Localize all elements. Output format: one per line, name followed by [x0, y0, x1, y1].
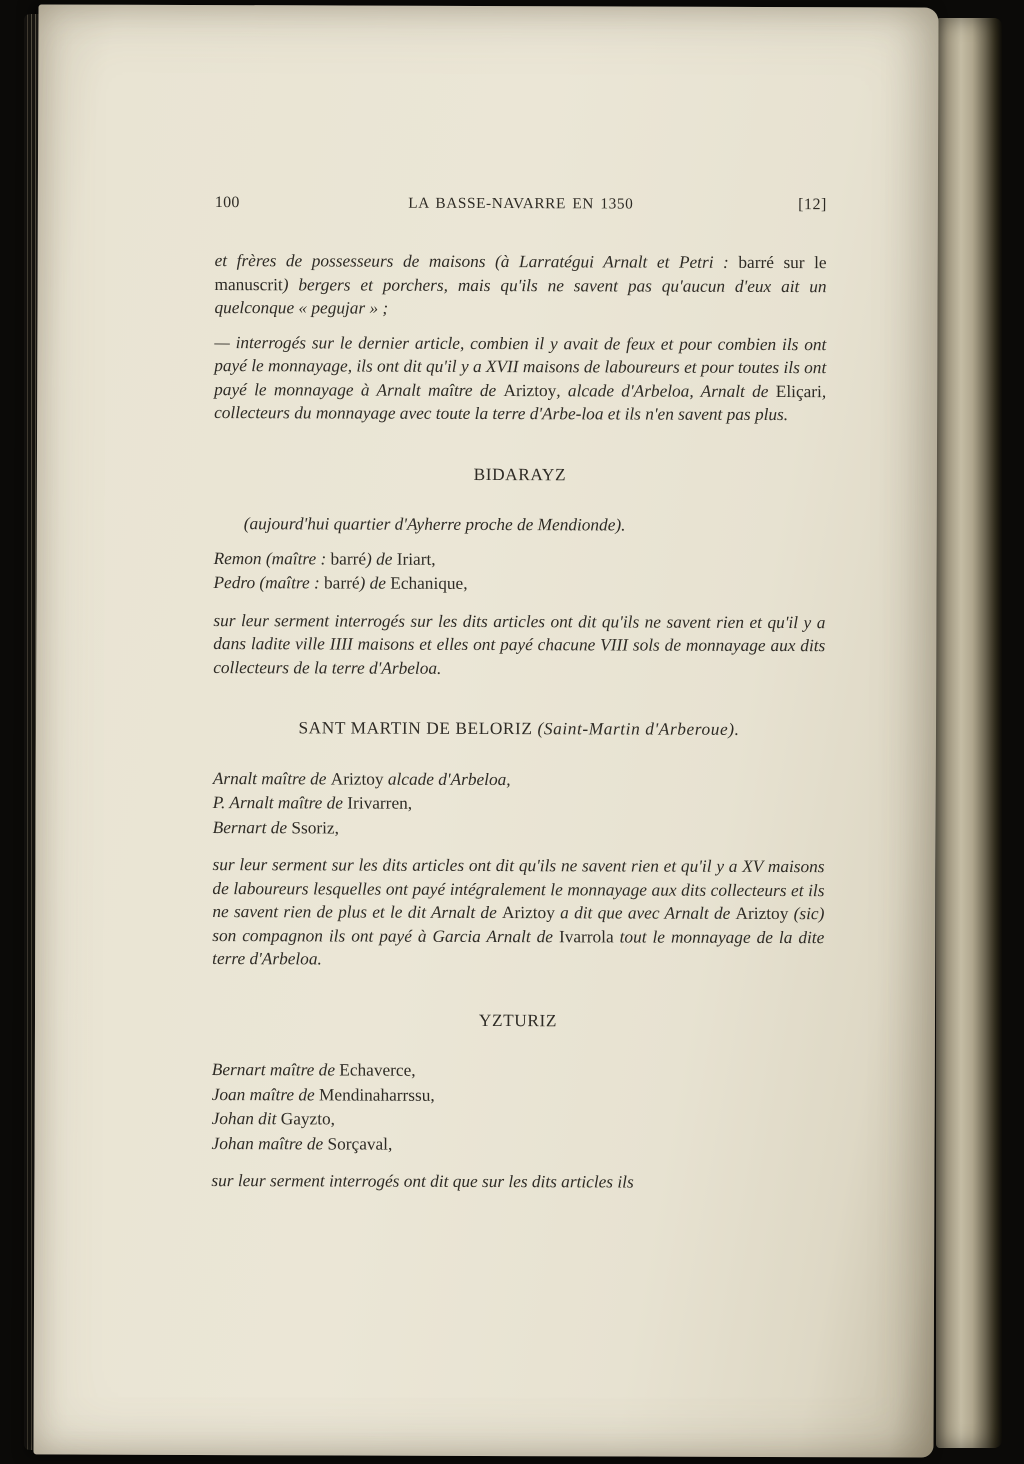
name-line — [213, 816, 825, 842]
text-run: Ariztoy — [330, 768, 384, 789]
text-run: barré sur le manuscrit — [214, 252, 827, 294]
text-run: Remon (maître : — [213, 548, 331, 568]
book-page — [33, 4, 938, 1457]
text-run: Iriart, — [396, 549, 436, 569]
text-run: ) bergers et porchers, mais qu'ils ne savent pas qu'aucun d'eux ait un quelconque « pegujar » ; — [214, 274, 827, 318]
name-line — [213, 791, 825, 817]
text-run: (Saint-Martin d'Arberoue). — [537, 719, 740, 739]
paragraph — [214, 331, 826, 427]
book-fore-edge — [936, 18, 1002, 1448]
text-run: barré — [330, 548, 367, 569]
text-run: — interrogés sur le dernier article, combien il y avait de feux et pour combien ils ont payé le monnayage, ils ont dit qu'il y a XVII maisons de laboureurs et pour toutes ils ont payé le monnayage à Arnalt maître de — [214, 332, 827, 400]
text-run: Joan maître de — [211, 1084, 320, 1104]
page-number: 100 — [214, 194, 240, 212]
text-run: SANT MARTIN DE BELORIZ — [298, 718, 538, 739]
text-run: Pedro (maître : — [213, 573, 325, 593]
text-run: Bernart maître de — [211, 1060, 340, 1080]
text-run: Ivarrola — [558, 926, 614, 946]
text-run: barré — [324, 573, 360, 593]
text-run: ) de — [359, 573, 391, 593]
section-heading — [214, 462, 826, 488]
text-run: YZTURIZ — [478, 1010, 558, 1030]
name-line — [212, 1132, 824, 1158]
text-run: Ariztoy — [502, 903, 555, 923]
paragraph — [213, 609, 825, 682]
text-run: ) de — [366, 549, 397, 569]
text-run: Sorçaval, — [327, 1133, 393, 1154]
paragraph — [214, 512, 826, 538]
name-line — [213, 767, 825, 793]
text-run: , alcade d'Arbeloa, Arnalt de — [556, 380, 776, 401]
text-run: Johan maître de — [211, 1133, 328, 1153]
paragraph — [214, 249, 826, 322]
text-run: Ariztoy — [503, 380, 557, 400]
text-run: Arnalt maître de — [212, 768, 331, 788]
text-run: Irivarren, — [347, 793, 413, 813]
text-run: sur leur serment sur les dits articles ont dit qu'ils ne savent rien et qu'il y a XV maisons de laboureurs lesquelles ont payé intégralement le monnayage aux dits collecteurs et ils ne savent rien de plus et le dit Arnalt de — [212, 855, 825, 923]
page-header — [215, 193, 827, 215]
name-line — [212, 1107, 824, 1133]
text-run: Echanique, — [390, 573, 468, 593]
section-heading — [213, 716, 825, 742]
name-line — [212, 1058, 824, 1084]
text-run: , collecteurs du monnayage avec toute la terre d'Arbe-loa et ils n'en savent pas plus. — [214, 381, 827, 425]
text-run: a dit que avec Arnalt de — [554, 903, 736, 923]
text-run: (sic) son compagnon ils ont payé à Garcia Arnalt de — [212, 904, 825, 946]
text-run: Ssoriz, — [291, 817, 339, 837]
text-run: alcade d'Arbeloa, — [383, 769, 511, 789]
text-run: Ariztoy — [735, 903, 789, 924]
name-line — [213, 571, 825, 597]
text-run: Mendinaharrssu, — [319, 1084, 435, 1105]
text-run: sur leur serment interrogés sur les dits articles ont dit qu'ils ne savent rien et qu'il y a dans ladite ville IIII maisons et elles ont payé chacune VIII sols de monnayage aux dits collecteurs de la terre d'Arbeloa. — [213, 610, 826, 678]
text-run: tout le monnayage de la dite terre d'Arbeloa. — [212, 926, 825, 969]
paragraph — [211, 1169, 823, 1195]
text-run: et frères de possesseurs de maisons (à Larratégui Arnalt et Petri : — [214, 251, 739, 272]
page-content — [211, 249, 826, 1206]
text-run: (aujourd'hui quartier d'Ayherre proche de Mendionde). — [243, 514, 626, 535]
name-line — [214, 547, 826, 573]
text-run: Bernart de — [212, 817, 292, 837]
text-run: sur leur serment interrogés ont dit que sur les dits articles ils — [211, 1171, 634, 1192]
text-run: P. Arnalt maître de — [212, 793, 348, 813]
text-run: Johan dit — [211, 1109, 281, 1129]
text-run: Gayzto, — [280, 1109, 336, 1129]
text-run: Echaverce, — [339, 1060, 416, 1080]
paragraph — [212, 853, 824, 973]
text-run: Eliçari — [775, 381, 822, 401]
section-heading — [212, 1008, 824, 1034]
name-line — [212, 1083, 824, 1109]
running-title: LA BASSE-NAVARRE EN 1350 — [408, 194, 634, 213]
page-marker: [12] — [798, 196, 827, 214]
text-run: BIDARAYZ — [473, 464, 567, 484]
